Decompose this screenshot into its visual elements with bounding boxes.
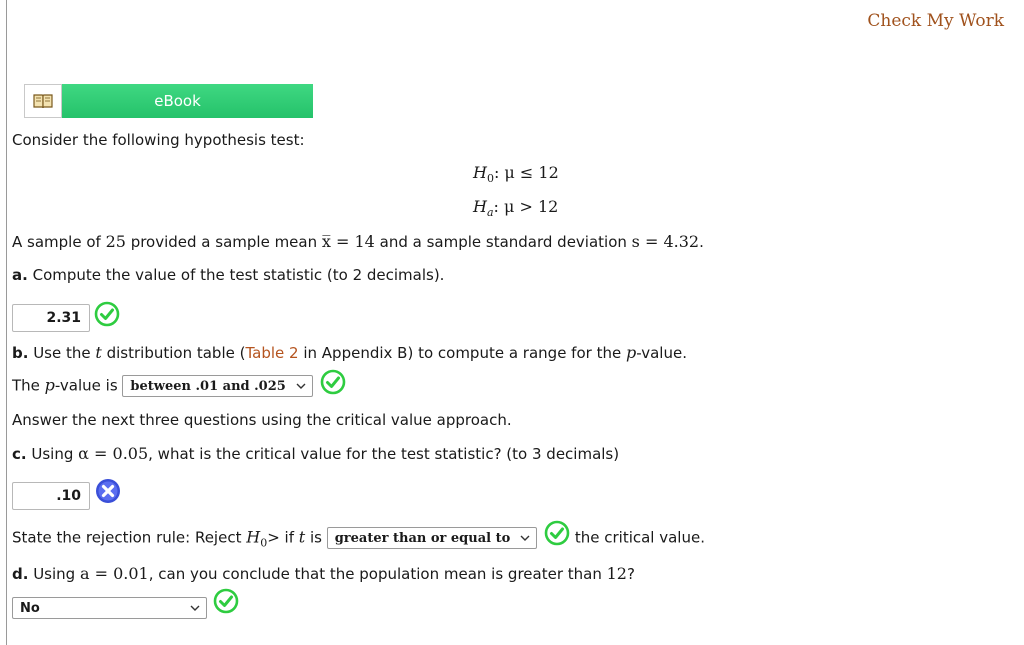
sample-size: 25	[105, 232, 126, 251]
chevron-down-icon	[520, 535, 530, 541]
rule-h-subscript: 0	[260, 536, 268, 550]
rule-t-symbol: t	[298, 527, 306, 547]
rule-is: is	[305, 528, 327, 547]
part-c-text-2: , what is the critical value for the test statistic? (to 3 decimals)	[148, 445, 620, 463]
pvalue-prefix-1: The	[12, 376, 45, 395]
sample-text-2: provided a sample mean	[125, 233, 322, 251]
part-d-value: 12	[606, 564, 627, 583]
h0-expression: : μ ≤ 12	[493, 163, 559, 182]
part-d-question	[12, 564, 635, 583]
rule-suffix: the critical value.	[570, 528, 705, 547]
part-a-answer-input[interactable]: 2.31	[12, 304, 90, 332]
pvalue-p-symbol: p	[44, 375, 55, 395]
table-2-link[interactable]: Table 2	[245, 344, 299, 362]
part-c-label: c.	[12, 445, 27, 463]
part-b-text-3: in Appendix B) to compute a range for the	[298, 344, 626, 362]
part-a-label: a.	[12, 266, 28, 284]
check-my-work-link[interactable]: Check My Work	[867, 11, 1004, 31]
rejection-rule-select[interactable]	[327, 527, 538, 549]
p-symbol: p	[625, 343, 637, 362]
ha-subscript: a	[486, 206, 494, 220]
rule-h-symbol: H	[246, 527, 261, 547]
rule-prefix: State the rejection rule: Reject	[12, 528, 247, 547]
sample-description	[12, 232, 704, 251]
part-a-correct-icon	[94, 301, 120, 327]
sample-mean: x̅ = 14	[321, 232, 375, 251]
rule-mid: > if	[267, 528, 299, 547]
part-d-text-1: Using	[28, 565, 80, 583]
ha-expression: : μ > 12	[493, 197, 559, 216]
part-d-correct-icon	[213, 588, 239, 614]
problem-intro: Consider the following hypothesis test:	[12, 131, 305, 149]
pvalue-row	[12, 375, 346, 397]
ebook-icon-box	[24, 84, 62, 118]
pvalue-selected-value: between .01 and .025	[130, 378, 286, 394]
book-icon	[33, 93, 53, 109]
pvalue-select[interactable]	[122, 375, 312, 397]
pvalue-prefix-2: -value is	[54, 376, 123, 395]
ebook-label[interactable]: eBook	[62, 84, 313, 118]
part-d-label: d.	[12, 565, 29, 583]
sample-sd: s = 4.32	[631, 232, 700, 251]
part-b-label: b.	[12, 344, 29, 362]
part-b-question	[12, 343, 687, 362]
ha-symbol: H	[473, 197, 487, 216]
chevron-down-icon	[190, 605, 200, 611]
rule-selected-value: greater than or equal to	[334, 530, 511, 546]
ebook-button[interactable]	[24, 84, 313, 118]
part-c-text-1: Using	[26, 445, 79, 463]
null-hypothesis	[473, 163, 559, 185]
critical-value-intro: Answer the next three questions using the critical value approach.	[12, 411, 512, 429]
part-c-answer-input[interactable]: .10	[12, 482, 90, 510]
part-a-text: Compute the value of the test statistic (to 2 decimals).	[27, 266, 445, 284]
sample-text-3: and a sample standard deviation	[374, 233, 632, 251]
part-d-select[interactable]	[12, 597, 207, 619]
h0-subscript: 0	[486, 172, 494, 186]
part-b-correct-icon	[320, 369, 346, 395]
part-b-text-1: Use the	[28, 344, 96, 362]
rule-correct-icon	[544, 520, 570, 546]
h0-symbol: H	[473, 163, 487, 182]
part-d-text-2: , can you conclude that the population mean is greater than	[148, 565, 607, 583]
part-c-incorrect-icon	[95, 478, 121, 504]
part-d-text-3: ?	[626, 565, 635, 583]
part-d-selected-value: No	[20, 600, 40, 616]
left-border	[6, 0, 7, 645]
part-a-question	[12, 266, 444, 284]
part-b-text-4: -value.	[636, 344, 687, 362]
part-b-text-2: distribution table (	[101, 344, 246, 362]
part-d-alpha: a = 0.01	[79, 564, 149, 583]
sample-text-4: .	[699, 233, 704, 251]
t-symbol: t	[95, 343, 102, 362]
chevron-down-icon	[296, 383, 306, 389]
alternative-hypothesis	[473, 197, 558, 219]
rejection-rule-row	[12, 527, 705, 550]
sample-text-1: A sample of	[12, 233, 106, 251]
part-c-alpha: α = 0.05	[78, 444, 149, 463]
part-c-question	[12, 444, 619, 463]
